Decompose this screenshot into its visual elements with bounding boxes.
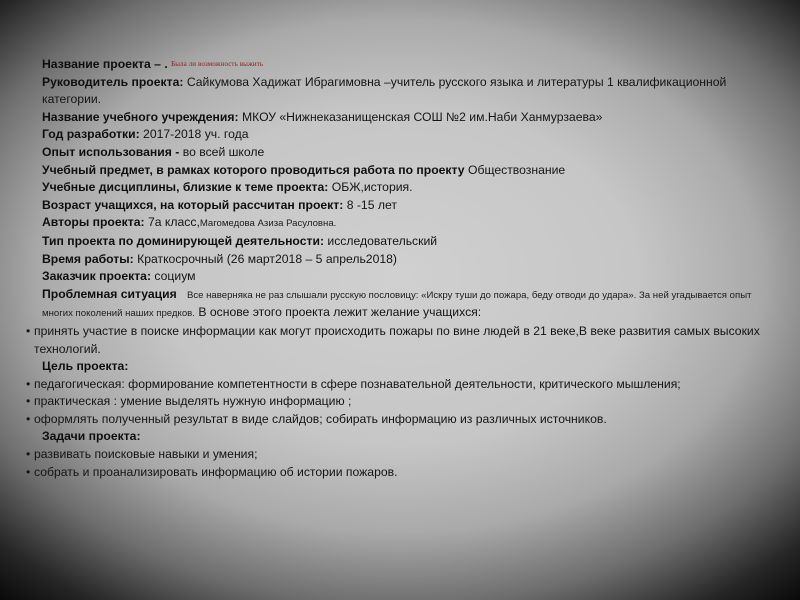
tasks-bullet [26, 446, 776, 464]
type-line [26, 233, 776, 251]
tasks-bullet-text: развивать поисковые навыки и умения; [34, 447, 258, 462]
tasks-label: Задачи проекта: [42, 429, 141, 444]
leader-line [26, 74, 776, 109]
disciplines-value: ОБЖ,история. [331, 180, 413, 195]
customer-label: Заказчик проекта: [42, 269, 152, 284]
institution-line [26, 109, 776, 127]
problem-value: В основе этого проекта лежит желание учащихся: [198, 305, 482, 320]
type-label: Тип проекта по доминирующей деятельности: [42, 233, 325, 248]
goal-bullet [26, 393, 776, 411]
subject-label: Учебный предмет, в рамках которого проводиться работа по проекту [42, 162, 465, 177]
time-value: Краткосрочный (26 март2018 – 5 апрель2018) [137, 251, 397, 266]
authors-label: Авторы проекта: [42, 215, 145, 230]
goal-line [26, 358, 776, 376]
institution-value: МКОУ «Нижнеказанищенская СОШ №2 им.Наби Ханмурзаева» [241, 109, 603, 124]
subject-value: Обществознание [467, 162, 566, 177]
title-value: Была ли возможность выжить [171, 60, 264, 68]
goal-bullet [26, 411, 776, 429]
authors-value: 7а класс, [147, 215, 200, 230]
tasks-line [26, 428, 776, 446]
project-passport [26, 56, 776, 481]
customer-line [26, 268, 776, 286]
institution-label: Название учебного учреждения: [42, 109, 239, 124]
tasks-bullet [26, 464, 776, 482]
year-value: 2017-2018 уч. года [143, 127, 249, 142]
tasks-bullet-text: собрать и проанализировать информацию об истории пожаров. [34, 464, 398, 479]
age-line [26, 197, 776, 215]
leader-label: Руководитель проекта: [42, 74, 184, 89]
goal-bullet-text: педагогическая: формирование компетентности в сфере познавательной деятельности, критического мышления; [34, 376, 681, 391]
problem-bullet-text: принять участие в поиске информации как могут происходить пожары по вине людей в 21 веке,В веке развития самых высоких технологий. [34, 323, 760, 356]
customer-value: социум [154, 269, 196, 284]
time-label: Время работы: [42, 251, 134, 266]
experience-line [26, 144, 776, 162]
problem-bullet [26, 323, 776, 358]
goal-bullet-text: оформлять полученный результат в виде слайдов; собирать информацию из различных источников. [34, 411, 607, 426]
problem-label: Проблемная ситуация [42, 286, 177, 301]
disciplines-line [26, 179, 776, 197]
experience-value: во всей школе [182, 144, 265, 159]
time-line [26, 251, 776, 269]
title-label: Название проекта – . [42, 57, 168, 72]
goal-bullet [26, 376, 776, 394]
year-line [26, 126, 776, 144]
goal-label: Цель проекта: [42, 359, 129, 374]
experience-label: Опыт использования - [42, 144, 180, 159]
age-label: Возраст учащихся, на который рассчитан проект: [42, 197, 344, 212]
authors-line [26, 214, 776, 233]
subject-line [26, 162, 776, 180]
problem-line [26, 286, 776, 323]
leader-value: Сайкумова Хадижат Ибрагимовна –учитель русского языка и литературы 1 квалификационной категории. [42, 74, 727, 107]
goal-bullet-text: практическая : умение выделять нужную информацию ; [34, 394, 352, 409]
problem-small: Все наверняка не раз слышали русскую пословицу: «Искру туши до пожара, беду отводи до удара». За ней угадывается опыт многих поколений наших предков. [42, 289, 752, 320]
authors-small: Магомедова Азиза Расуловна. [199, 218, 337, 230]
year-label: Год разработки: [42, 127, 140, 142]
type-value: исследовательский [327, 233, 438, 248]
disciplines-label: Учебные дисциплины, близкие к теме проекта: [42, 180, 329, 195]
age-value: 8 -15 лет [346, 197, 397, 212]
title-line [26, 56, 776, 74]
